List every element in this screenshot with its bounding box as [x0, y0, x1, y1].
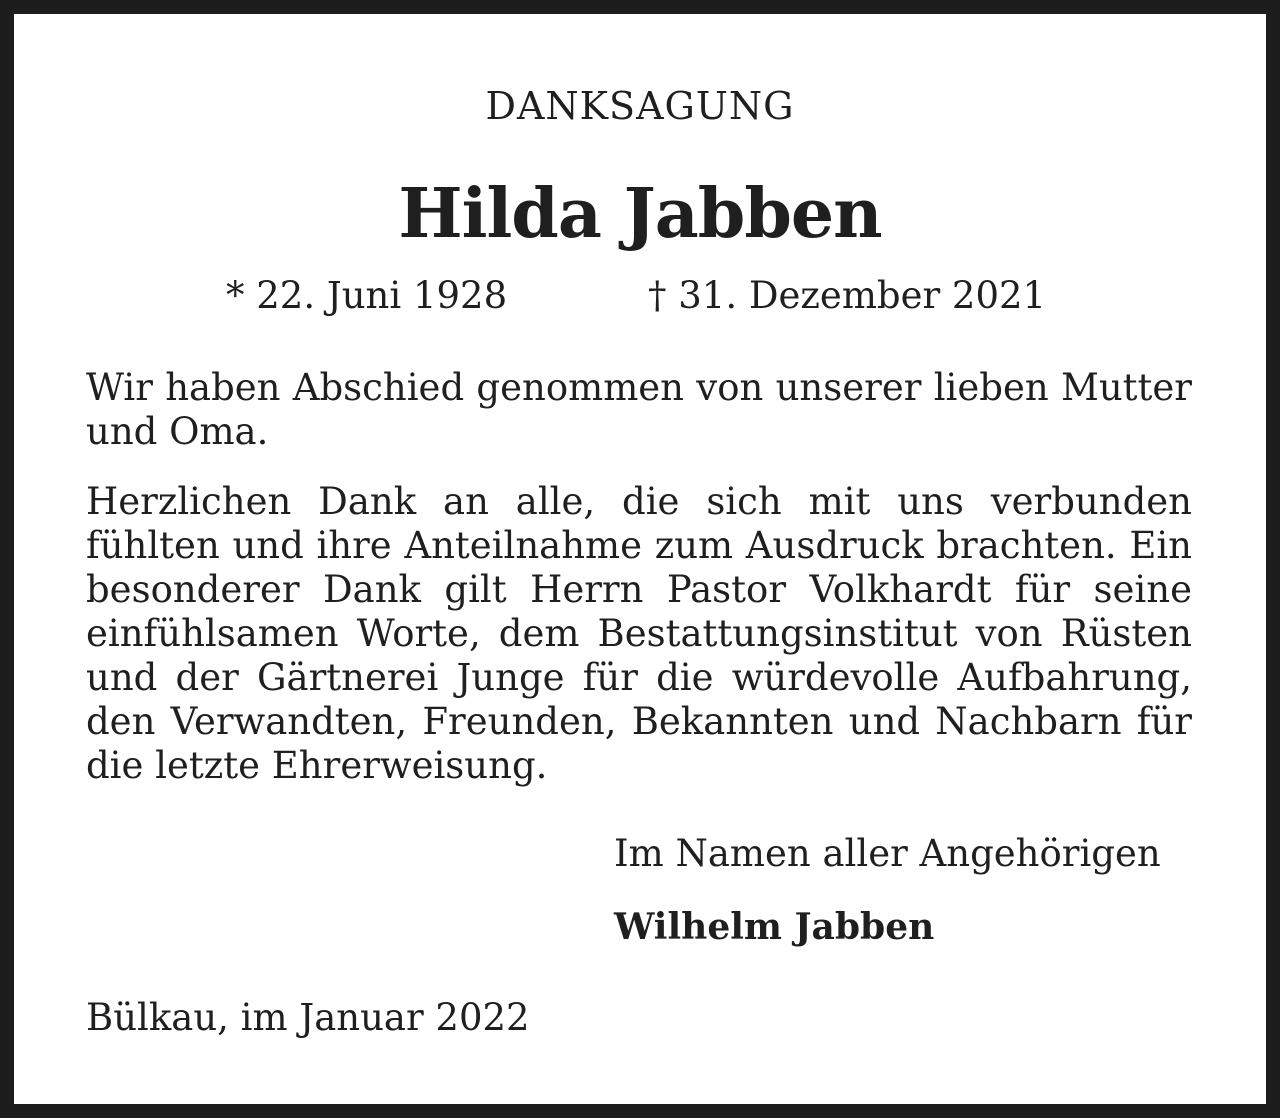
signer-name: Wilhelm Jabben: [614, 906, 935, 948]
place-and-date: Bülkau, im Januar 2022: [86, 996, 530, 1039]
thanks-paragraph: Herzlichen Dank an alle, die sich mit uns verbunden fühlten und ihre Anteilnahme zum Ausdruck brachten. Ein besonderer Dank gilt Herrn Pastor Volkhardt für seine einfühlsamen Worte, dem Bestattungsinstitut von Rüsten und der Gärtnerei Junge für die würdevolle Aufbahrung, den Verwandten, Freunden, Bekannten und Nachbarn für die letzte Ehrerweisung.: [86, 480, 1192, 787]
notice-heading: DANKSAGUNG: [485, 84, 795, 128]
farewell-paragraph: Wir haben Abschied genommen von unserer lieben Mutter und Oma.: [86, 366, 1192, 453]
death-date: † 31. Dezember 2021: [648, 274, 1047, 317]
deceased-name: Hilda Jabben: [398, 174, 882, 254]
birth-date: * 22. Juni 1928: [226, 274, 508, 317]
closing-line: Im Namen aller Angehörigen: [614, 832, 1161, 875]
